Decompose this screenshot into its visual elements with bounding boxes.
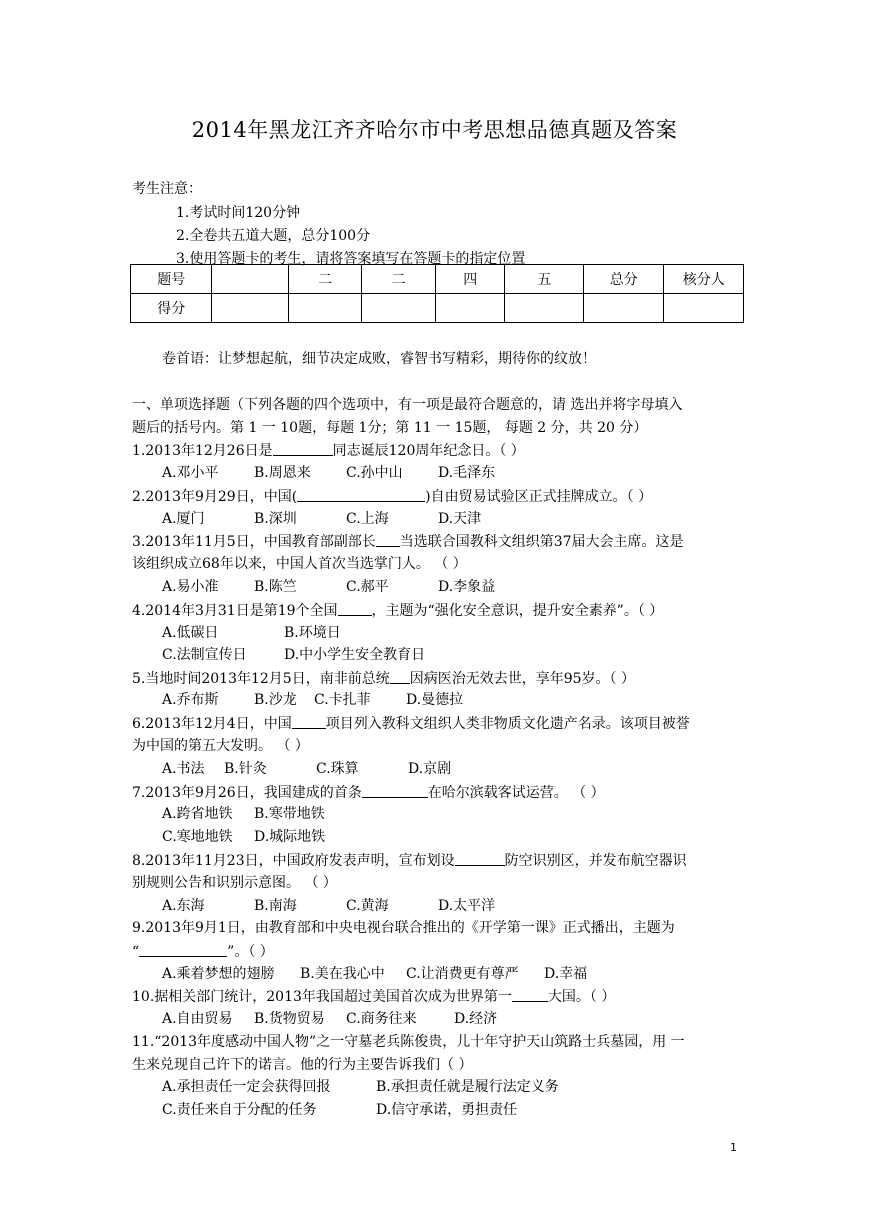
question-options [162, 645, 425, 665]
answer-blank[interactable] [362, 782, 428, 798]
section-heading: 一、单项选择题（下列各题的四个选项中，有一项是最符合题意的，请 选出并将字母填入 [132, 397, 683, 413]
score-input-cell[interactable] [212, 294, 288, 323]
question-text: 4.2014年3月31日是第19个全国 [132, 603, 338, 619]
option[interactable]: C.郝平 [346, 579, 389, 595]
option[interactable]: A.自由贸易 [162, 1011, 233, 1027]
question-options [162, 463, 495, 483]
option[interactable]: B.货物贸易 [254, 1011, 325, 1027]
question-text: 5.当地时间2013年12月5日，南非前总统 [132, 671, 390, 687]
question-text: 6.2013年12月4日，中国 [132, 716, 292, 732]
question-10 [132, 986, 615, 1007]
option[interactable]: D.经济 [454, 1011, 498, 1027]
question-options [162, 623, 341, 643]
option[interactable]: B.针灸 [224, 761, 267, 777]
question-options [162, 1100, 517, 1120]
question-5 [132, 668, 635, 689]
option[interactable]: A.东海 [162, 898, 205, 914]
question-text: 别规则公告和识别示意图。 （ ） [132, 875, 337, 891]
answer-blank[interactable] [338, 600, 372, 616]
option[interactable]: A.跨省地铁 [162, 806, 233, 822]
answer-blank[interactable] [390, 668, 410, 684]
table-cell: 二 [362, 265, 436, 294]
notice-item: 1.考试时间120分钟 [176, 205, 301, 221]
question-text: 10.据相关部门统计，2013年我国超过美国首次成为世界第一 [132, 989, 512, 1005]
question-text: 生来兑现自己许下的诺言。他的行为主要告诉我们（ ） [132, 1057, 473, 1073]
option[interactable]: D.城际地铁 [254, 829, 326, 845]
table-cell: 四 [435, 265, 505, 294]
option[interactable]: D.京剧 [408, 761, 452, 777]
question-7 [132, 782, 605, 803]
option[interactable]: C.珠算 [316, 761, 359, 777]
option[interactable]: A.乘着梦想的翅膀 [162, 966, 275, 982]
question-options [162, 759, 451, 779]
notice-item: 3.使用答题卡的考生，请将答案填写在答题卡的指定位置 [176, 251, 526, 267]
option[interactable]: D.太平洋 [438, 898, 496, 914]
question-options [162, 509, 481, 529]
score-input-cell[interactable] [288, 294, 362, 323]
table-cell: 得分 [131, 294, 212, 323]
option[interactable]: B.美在我心中 [300, 966, 385, 982]
option[interactable]: A.厦门 [162, 511, 205, 527]
question-11: 11.“2013年度感动中国人物”之一守墓老兵陈俊贵，儿十年守护天山筑路士兵墓园，用 一 [132, 1034, 685, 1050]
page-number: 1 [730, 1141, 737, 1154]
notice-heading: 考生注意： [132, 181, 202, 197]
option[interactable]: D.中小学生安全教育日 [284, 647, 426, 663]
question-text: 为中国的第五大发明。 （ ） [132, 738, 309, 754]
option[interactable]: C.上海 [346, 511, 389, 527]
score-input-cell[interactable] [362, 294, 436, 323]
option[interactable]: B.环境日 [284, 625, 341, 641]
question-text: 1.2013年12月26日是 [132, 443, 273, 459]
question-options [162, 827, 325, 847]
table-cell: 二 [288, 265, 362, 294]
option[interactable]: A.低碳日 [162, 625, 219, 641]
question-text: 8.2013年11月23日，中国政府发表声明，宣布划设 [132, 853, 455, 869]
option[interactable]: D.李象益 [438, 579, 496, 595]
score-table [130, 264, 744, 323]
answer-blank[interactable] [273, 440, 333, 456]
question-text: 大国。（ ） [547, 989, 616, 1005]
option[interactable]: C.责任来自于分配的任务 [162, 1102, 317, 1118]
question-options [162, 804, 325, 824]
answer-blank[interactable] [292, 713, 326, 729]
question-options [162, 964, 587, 984]
score-input-cell[interactable] [583, 294, 663, 323]
table-cell: 题号 [131, 265, 212, 294]
score-table-header-row [131, 265, 744, 294]
option[interactable]: C.让消费更有尊严 [406, 966, 519, 982]
option[interactable]: B.南海 [254, 898, 297, 914]
question-options [162, 1077, 559, 1097]
question-text: 项目列入教科文组织人类非物质文化遗产名录。该项目被誉 [325, 716, 690, 732]
question-4 [132, 600, 663, 621]
option[interactable]: D.天津 [438, 511, 482, 527]
option[interactable]: B.陈竺 [254, 579, 297, 595]
answer-blank[interactable] [455, 850, 505, 866]
option[interactable]: D.信守承诺，勇担责任 [376, 1102, 518, 1118]
option[interactable]: C.卡扎菲 [314, 692, 371, 708]
option[interactable]: B.沙龙 [254, 692, 297, 708]
answer-blank[interactable] [376, 531, 400, 547]
question-text: 2.2013年9月29日，中国( [132, 489, 298, 505]
option[interactable]: B.承担责任就是履行法定义务 [376, 1079, 559, 1095]
motto: 卷首语：让梦想起航，细节决定成败，睿智书写精彩，期待你的纹放！ [162, 351, 596, 367]
question-text: 在哈尔滨载客试运营。 （ ） [427, 785, 605, 801]
table-cell: 五 [505, 265, 583, 294]
page-title: 2014年黑龙江齐齐哈尔市中考思想品德真题及答案 [191, 118, 678, 142]
question-options [162, 690, 463, 710]
option[interactable]: A.承担责任一定会获得回报 [162, 1079, 331, 1095]
question-text: 7.2013年9月26日，我国建成的首条 [132, 785, 362, 801]
option[interactable]: A.易小准 [162, 579, 219, 595]
option[interactable]: B.周恩来 [254, 465, 311, 481]
question-text: 同志诞辰120周年纪念日。（ ） [332, 443, 525, 459]
question-6 [132, 713, 690, 734]
question-text: ，主题为“强化安全意识，提升安全素养”。（ ） [371, 603, 664, 619]
option[interactable]: D.幸福 [544, 966, 588, 982]
question-text: 当选联合国教科文组织第37届大会主席。这是 [399, 534, 684, 550]
question-text: )自由贸易试验区正式挂牌成立。（ ） [425, 489, 653, 505]
option[interactable]: C.商务往来 [346, 1011, 417, 1027]
question-text: “ [132, 944, 140, 960]
table-cell: 总分 [583, 265, 663, 294]
score-table-score-row [131, 294, 744, 323]
question-options [162, 1009, 497, 1029]
option[interactable]: D.曼德拉 [406, 692, 464, 708]
score-input-cell[interactable] [435, 294, 505, 323]
option[interactable]: C.黄海 [346, 898, 389, 914]
table-cell: 核分人 [664, 265, 744, 294]
score-input-cell[interactable] [664, 294, 744, 323]
option[interactable]: A.乔布斯 [162, 692, 219, 708]
option[interactable]: A.书法 [162, 761, 205, 777]
question-text: 3.2013年11月5日，中国教育部副部长 [132, 534, 376, 550]
question-text: 防空识别区，并发布航空器识 [504, 853, 687, 869]
notice-item: 2.全卷共五道大题，总分100分 [176, 228, 371, 244]
option[interactable]: A.邓小平 [162, 465, 219, 481]
question-2 [132, 486, 652, 507]
option[interactable]: B.寒带地铁 [254, 806, 325, 822]
option[interactable]: B.深圳 [254, 511, 297, 527]
score-input-cell[interactable] [505, 294, 583, 323]
table-cell [212, 265, 288, 294]
answer-blank[interactable] [512, 986, 548, 1002]
question-text: 该组织成立68年以来，中国人首次当选掌门人。 （ ） [132, 556, 467, 572]
option[interactable]: C.法制宣传日 [162, 647, 247, 663]
question-options [162, 577, 495, 597]
question-text: 因病医治无效去世，享年95岁。（ ） [409, 671, 635, 687]
answer-blank[interactable] [297, 486, 425, 502]
option[interactable]: C.寒地地铁 [162, 829, 233, 845]
question-3 [132, 531, 684, 552]
question-1 [132, 440, 525, 461]
question-9: 9.2013年9月1日，由教育部和中央电视台联合推出的《开学第一课》正式播出，主题为 [132, 920, 675, 936]
answer-blank[interactable] [139, 941, 227, 957]
question-options [162, 896, 495, 916]
question-8 [132, 850, 687, 871]
question-text: ”。（ ） [227, 944, 274, 960]
option[interactable]: D.毛泽东 [438, 465, 496, 481]
option[interactable]: C.孙中山 [346, 465, 403, 481]
question-text [132, 941, 274, 962]
section-heading: 题后的括号内。第 1 一 10题，每题 1分；第 11 一 15题， 每题 2 分，共 20 分） [132, 420, 648, 436]
